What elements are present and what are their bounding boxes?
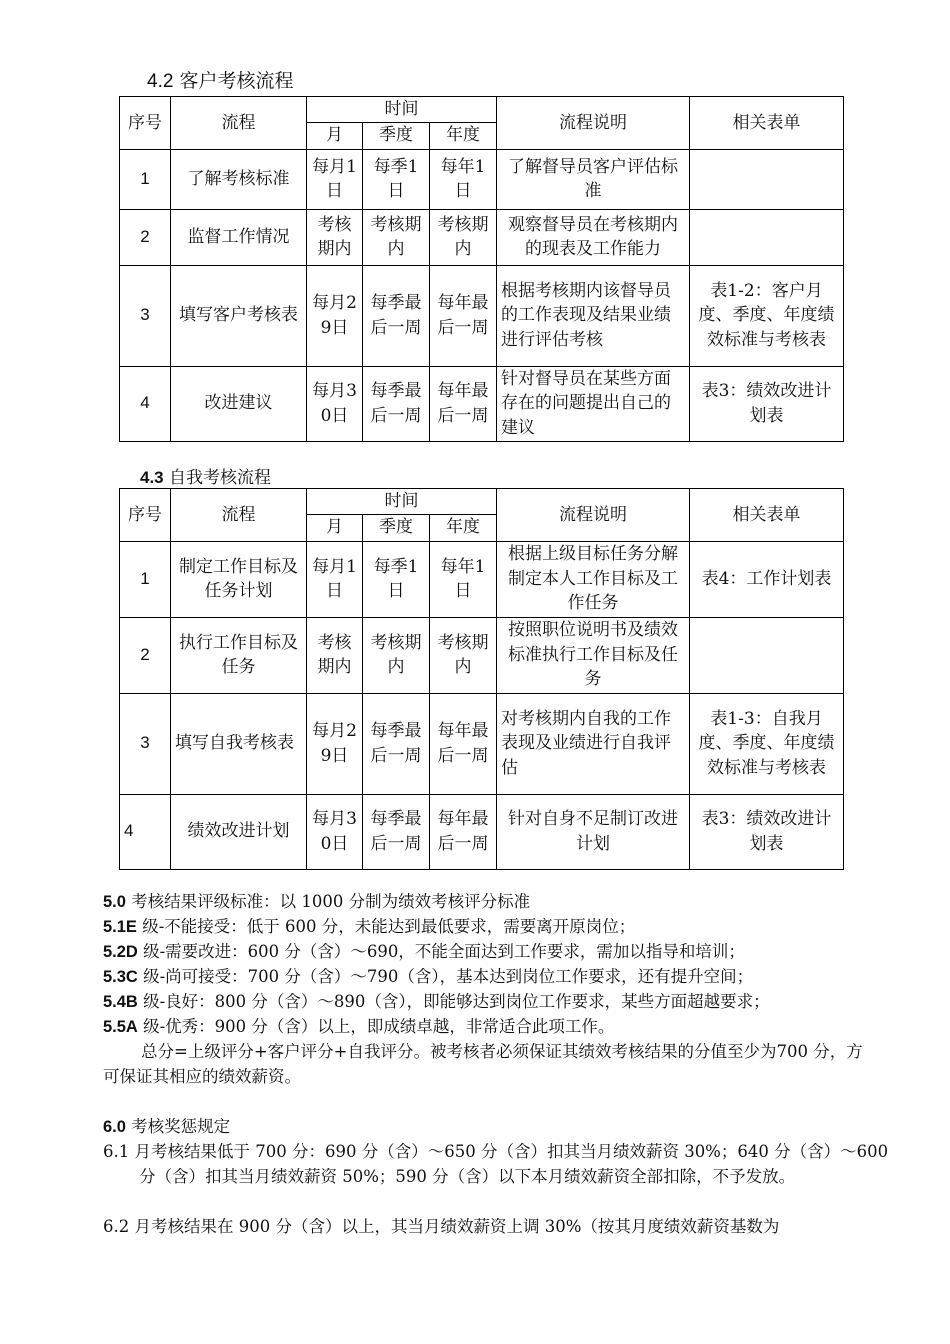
header-month: 月 xyxy=(307,514,363,541)
section-title-text: 客户考核流程 xyxy=(179,70,294,92)
table-row: 1 了解考核标准 每月1日 每季1日 每年1日 了解督导员客户评估标准 xyxy=(120,149,844,209)
header-month: 月 xyxy=(307,122,363,149)
grade-line-5-5: 5.5A 级-优秀：900 分（含）以上，即成绩卓越，非常适合此项工作。 xyxy=(103,1017,615,1036)
rule-6-1: 6.1 月考核结果低于 700 分：690 分（含）～650 分（含）扣其当月绩效薪资 30%；640 分（含）～600 分（含）扣其当月绩效薪资 50%；590 分（含）以下本月绩效薪资全部扣除，不予发放。 xyxy=(103,1142,889,1186)
section-number: 4.3 xyxy=(140,468,164,487)
table-row: 2 监督工作情况 考核期内 考核期内 考核期内 观察督导员在考核期内的现表及工作能力 xyxy=(120,209,844,265)
customer-review-table xyxy=(119,96,844,442)
header-time: 时间 xyxy=(307,97,497,123)
grade-line-5-0: 5.0 考核结果评级标准：以 1000 分制为绩效考核评分标准 xyxy=(103,892,531,911)
total-score-paragraph: 总分=上级评分+客户评分+自我评分。被考核者必须保证其绩效考核结果的分值至少为700 分，方可保证其相应的绩效薪资。 xyxy=(103,1042,863,1086)
table-row: 4 改进建议 每月30日 每季最后一周 每年最后一周 针对督导员在某些方面存在的问题提出自己的建议 表3：绩效改进计划表 xyxy=(120,366,844,441)
header-time: 时间 xyxy=(307,489,497,515)
header-forms: 相关表单 xyxy=(690,489,844,542)
rule-6-2: 6.2 月考核结果在 900 分（含）以上，其当月绩效薪资上调 30%（按其月度绩效薪资基数为 xyxy=(103,1217,780,1236)
header-process: 流程 xyxy=(171,489,307,542)
table-row: 3 填写自我考核表 每月29日 每季最后一周 每年最后一周 对考核期内自我的工作表现及业绩进行自我评估 表1-3：自我月度、季度、年度绩效标准与考核表 xyxy=(120,693,844,794)
section-title-text: 自我考核流程 xyxy=(169,468,272,488)
grade-line-5-2: 5.2D 级-需要改进：600 分（含）～690，不能全面达到工作要求，需加以指导和培训； xyxy=(103,942,745,961)
section-number: 4.2 xyxy=(147,71,174,92)
table-row: 1 制定工作目标及任务计划 每月1日 每季1日 每年1日 根据上级目标任务分解制定本人工作目标及工作任务 表4：工作计划表 xyxy=(120,541,844,617)
header-desc: 流程说明 xyxy=(497,97,690,150)
header-process: 流程 xyxy=(171,97,307,150)
header-year: 年度 xyxy=(430,122,497,149)
section-title-4-3 xyxy=(140,463,271,488)
header-forms: 相关表单 xyxy=(690,97,844,150)
section-title-4-2 xyxy=(147,66,293,93)
table-row: 4 绩效改进计划 每月30日 每季最后一周 每年最后一周 针对自身不足制订改进计划 表3：绩效改进计划表 xyxy=(120,794,844,869)
grade-line-5-3: 5.3C 级-尚可接受：700 分（含）～790（含），基本达到岗位工作要求，还有提升空间； xyxy=(103,967,754,986)
grade-line-5-1: 5.1E 级-不能接受：低于 600 分，未能达到最低要求，需要离开原岗位； xyxy=(103,917,636,936)
header-no: 序号 xyxy=(120,489,171,542)
section-title-6-0: 6.0 考核奖惩规定 xyxy=(103,1117,231,1136)
header-year: 年度 xyxy=(430,514,497,541)
table-row: 3 填写客户考核表 每月29日 每季最后一周 每年最后一周 根据考核期内该督导员的工作表现及结果业绩进行评估考核 表1-2：客户月度、季度、年度绩效标准与考核表 xyxy=(120,265,844,366)
table-row: 2 执行工作目标及任务 考核期内 考核期内 考核期内 按照职位说明书及绩效标准执行工作目标及任务 xyxy=(120,617,844,693)
grade-line-5-4: 5.4B 级-良好：800 分（含）～890（含），即能够达到岗位工作要求，某些方面超越要求； xyxy=(103,992,770,1011)
header-quarter: 季度 xyxy=(363,514,430,541)
header-no: 序号 xyxy=(120,97,171,150)
header-desc: 流程说明 xyxy=(497,489,690,542)
header-quarter: 季度 xyxy=(363,122,430,149)
self-review-table xyxy=(119,488,844,870)
